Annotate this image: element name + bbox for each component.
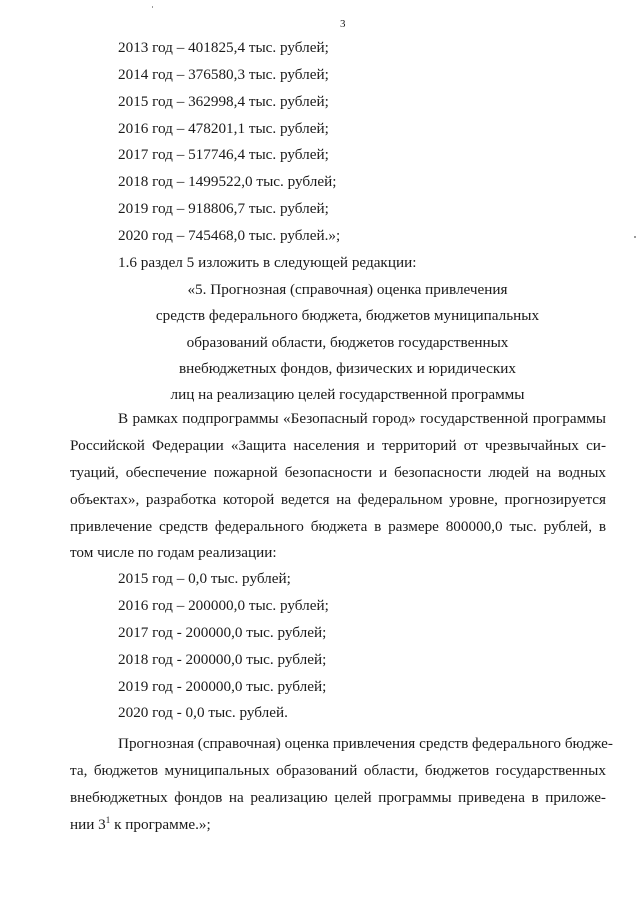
federal-line-2016: 2016 год – 200000,0 тыс. рублей; <box>118 597 329 614</box>
federal-line-2020: 2020 год - 0,0 тыс. рублей. <box>118 704 288 721</box>
paragraph-1-line-6: том числе по годам реализации: <box>70 544 277 561</box>
section-heading-line-1: «5. Прогнозная (справочная) оценка привлечения <box>187 281 508 298</box>
budget-line-2020: 2020 год – 745468,0 тыс. рублей.»; <box>118 227 341 244</box>
section-heading-line-4: внебюджетных фондов, физических и юридических <box>178 360 517 377</box>
scan-speck <box>152 6 153 8</box>
budget-line-2014: 2014 год – 376580,3 тыс. рублей; <box>118 66 329 83</box>
paragraph-2-line-3: внебюджетных фондов на реализацию целей программы приведена в приложе- <box>70 789 606 806</box>
federal-line-2019: 2019 год - 200000,0 тыс. рублей; <box>118 678 327 695</box>
paragraph-2-line-4 <box>70 815 211 834</box>
section-heading-line-5: лиц на реализацию целей государственной программы <box>170 386 525 403</box>
budget-line-2017: 2017 год – 517746,4 тыс. рублей; <box>118 146 329 163</box>
budget-line-2015: 2015 год – 362998,4 тыс. рублей; <box>118 93 329 110</box>
superscript-marker: 1 <box>105 815 111 825</box>
budget-line-2019: 2019 год – 918806,7 тыс. рублей; <box>118 200 329 217</box>
paragraph-1-line-3: туаций, обеспечение пожарной безопасности и безопасности людей на водных <box>70 464 606 481</box>
section-heading-line-2: средств федерального бюджета, бюджетов муниципальных <box>155 307 540 324</box>
paragraph-1-line-1: В рамках подпрограммы «Безопасный город» государственной программы <box>118 410 606 427</box>
paragraph-2-text-b: к программе.»; <box>110 816 211 833</box>
paragraph-2-line-2: та, бюджетов муниципальных образований области, бюджетов государственных <box>70 762 606 779</box>
federal-line-2017: 2017 год - 200000,0 тыс. рублей; <box>118 624 327 641</box>
section-heading-line-3: образований области, бюджетов государственных <box>186 334 509 351</box>
federal-line-2018: 2018 год - 200000,0 тыс. рублей; <box>118 651 327 668</box>
budget-line-2013: 2013 год – 401825,4 тыс. рублей; <box>118 39 329 56</box>
budget-line-2016: 2016 год – 478201,1 тыс. рублей; <box>118 120 329 137</box>
paragraph-1-line-5: привлечение средств федерального бюджета в размере 800000,0 тыс. рублей, в <box>70 518 606 535</box>
paragraph-1-line-4: объектах», разработка которой ведется на федеральном уровне, прогнозируется <box>70 491 606 508</box>
paragraph-2-line-1: Прогнозная (справочная) оценка привлечения средств федерального бюдже- <box>118 735 613 752</box>
federal-line-2015: 2015 год – 0,0 тыс. рублей; <box>118 570 291 587</box>
paragraph-2-text-a: нии 3 <box>70 816 106 833</box>
page-number: 3 <box>340 18 346 30</box>
budget-line-2018: 2018 год – 1499522,0 тыс. рублей; <box>118 173 337 190</box>
amendment-line: 1.6 раздел 5 изложить в следующей редакции: <box>118 254 417 271</box>
scan-speck <box>634 236 636 238</box>
paragraph-1-line-2: Российской Федерации «Защита населения и территорий от чрезвычайных си- <box>70 437 606 454</box>
